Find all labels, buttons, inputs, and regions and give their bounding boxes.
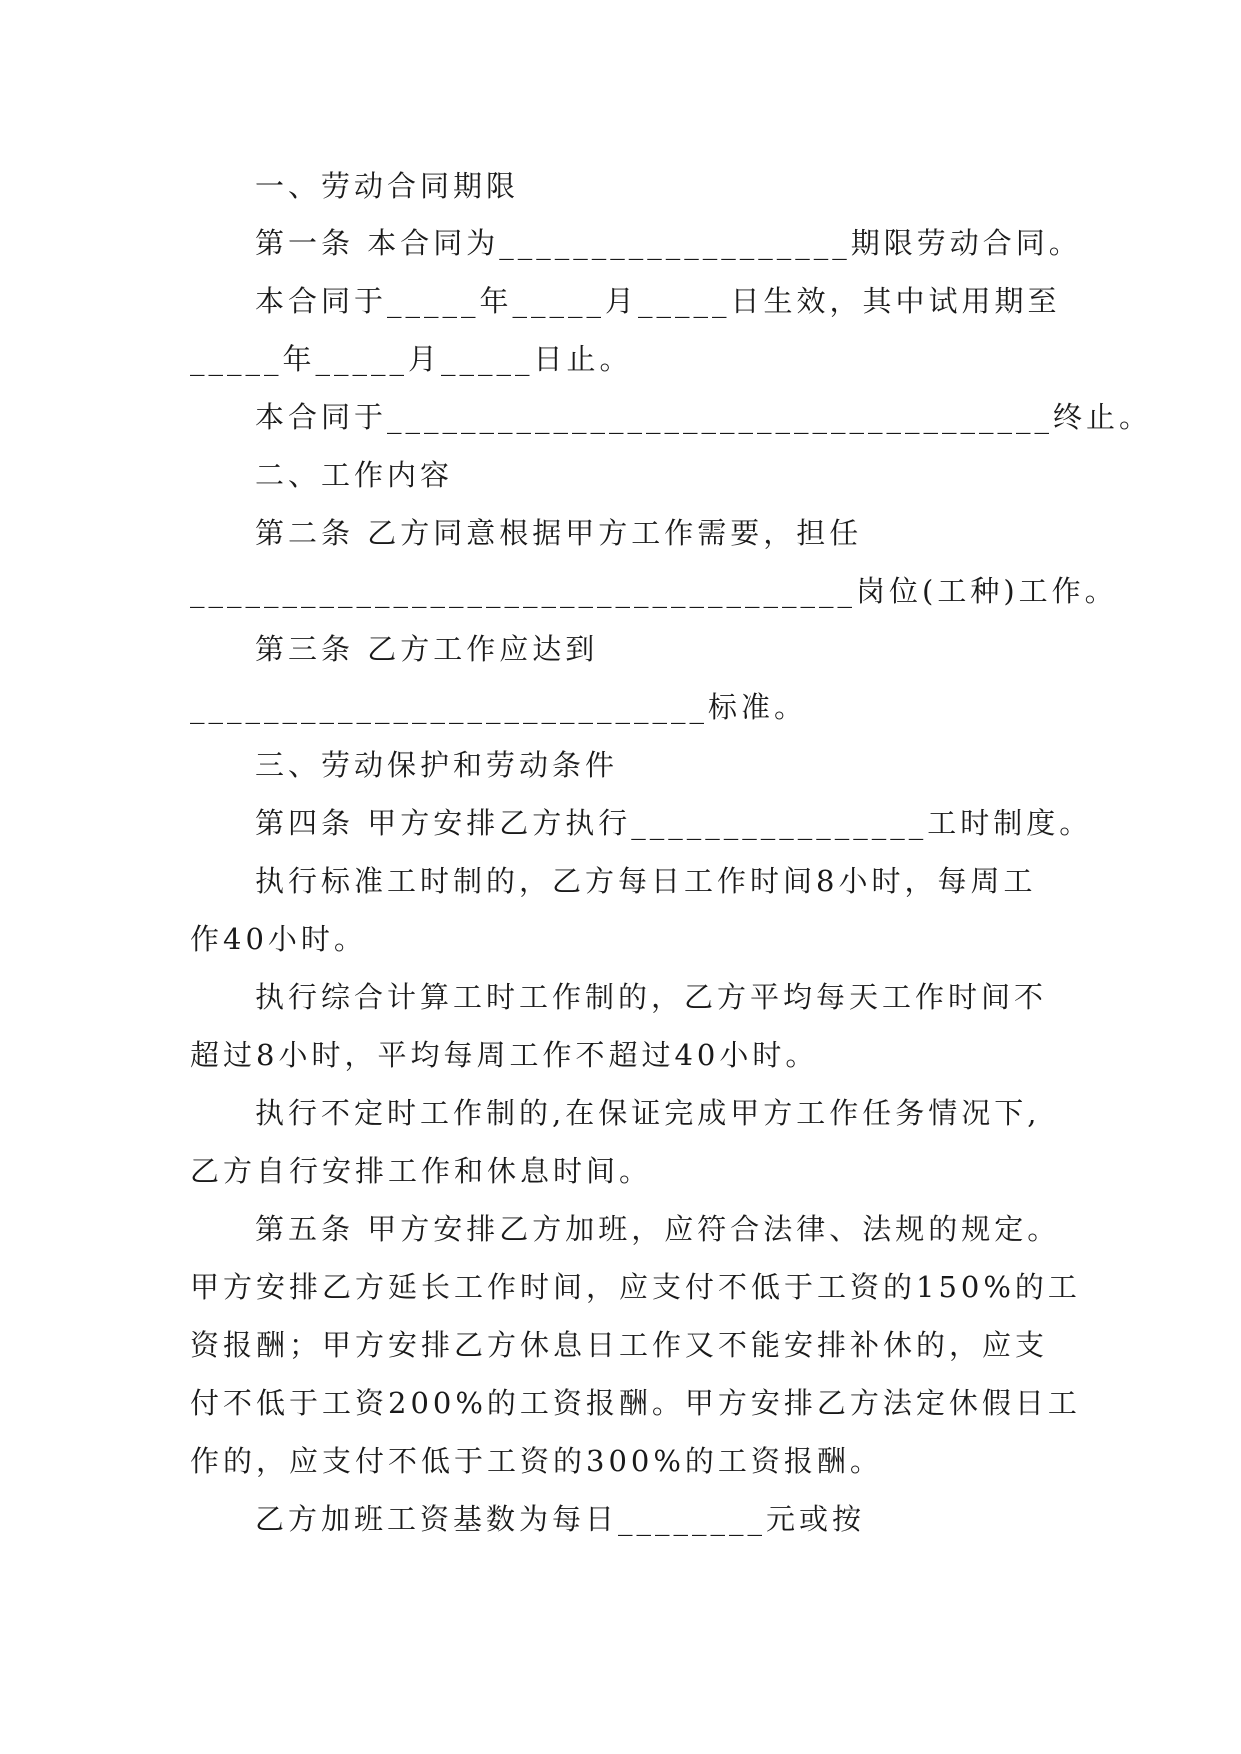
article-5-line-5: 作的，应支付不低于工资的300%的工资报酬。 <box>190 1444 883 1478</box>
paragraph-termination: 本合同于____________________________________终止。 <box>255 400 1153 434</box>
article-5-line-3: 资报酬；甲方安排乙方休息日工作又不能安排补休的，应支 <box>190 1328 1049 1362</box>
article-1-text: 第一条 本合同为___________________期限劳动合同。 <box>255 226 1082 260</box>
article-5-text: 第五条 甲方安排乙方加班，应符合法律、法规的规定。 <box>255 1212 1061 1246</box>
article-2-text: 第二条 乙方同意根据甲方工作需要，担任 <box>255 516 863 550</box>
paragraph-comprehensive-hours-continuation: 超过8小时，平均每周工作不超过40小时。 <box>190 1038 819 1072</box>
article-5-line-2: 甲方安排乙方延长工作时间，应支付不低于工资的150%的工 <box>190 1270 1081 1304</box>
article-3-continuation: ____________________________标准。 <box>190 690 808 724</box>
paragraph-standard-hours: 执行标准工时制的，乙方每日工作时间8小时，每周工 <box>255 864 1037 898</box>
section-heading-contract-term: 一、劳动合同期限 <box>255 169 520 203</box>
paragraph-overtime-base: 乙方加班工资基数为每日________元或按 <box>255 1502 866 1536</box>
article-2-continuation: ____________________________________岗位(工种)工作。 <box>190 574 1118 608</box>
article-4-text: 第四条 甲方安排乙方执行________________工时制度。 <box>255 806 1093 840</box>
section-heading-labor-protection: 三、劳动保护和劳动条件 <box>255 748 619 782</box>
paragraph-standard-hours-continuation: 作40小时。 <box>190 922 367 956</box>
paragraph-flexible-hours: 执行不定时工作制的,在保证完成甲方工作任务情况下, <box>255 1096 1041 1130</box>
paragraph-probation-end: _____年_____月_____日止。 <box>190 342 633 376</box>
section-heading-work-content: 二、工作内容 <box>255 458 454 492</box>
article-5-line-4: 付不低于工资200%的工资报酬。甲方安排乙方法定休假日工 <box>190 1386 1081 1420</box>
article-3-text: 第三条 乙方工作应达到 <box>255 632 599 666</box>
paragraph-flexible-hours-continuation: 乙方自行安排工作和休息时间。 <box>190 1154 653 1188</box>
paragraph-comprehensive-hours: 执行综合计算工时工作制的，乙方平均每天工作时间不 <box>255 980 1048 1014</box>
paragraph-effective-date: 本合同于_____年_____月_____日生效，其中试用期至 <box>255 284 1061 318</box>
